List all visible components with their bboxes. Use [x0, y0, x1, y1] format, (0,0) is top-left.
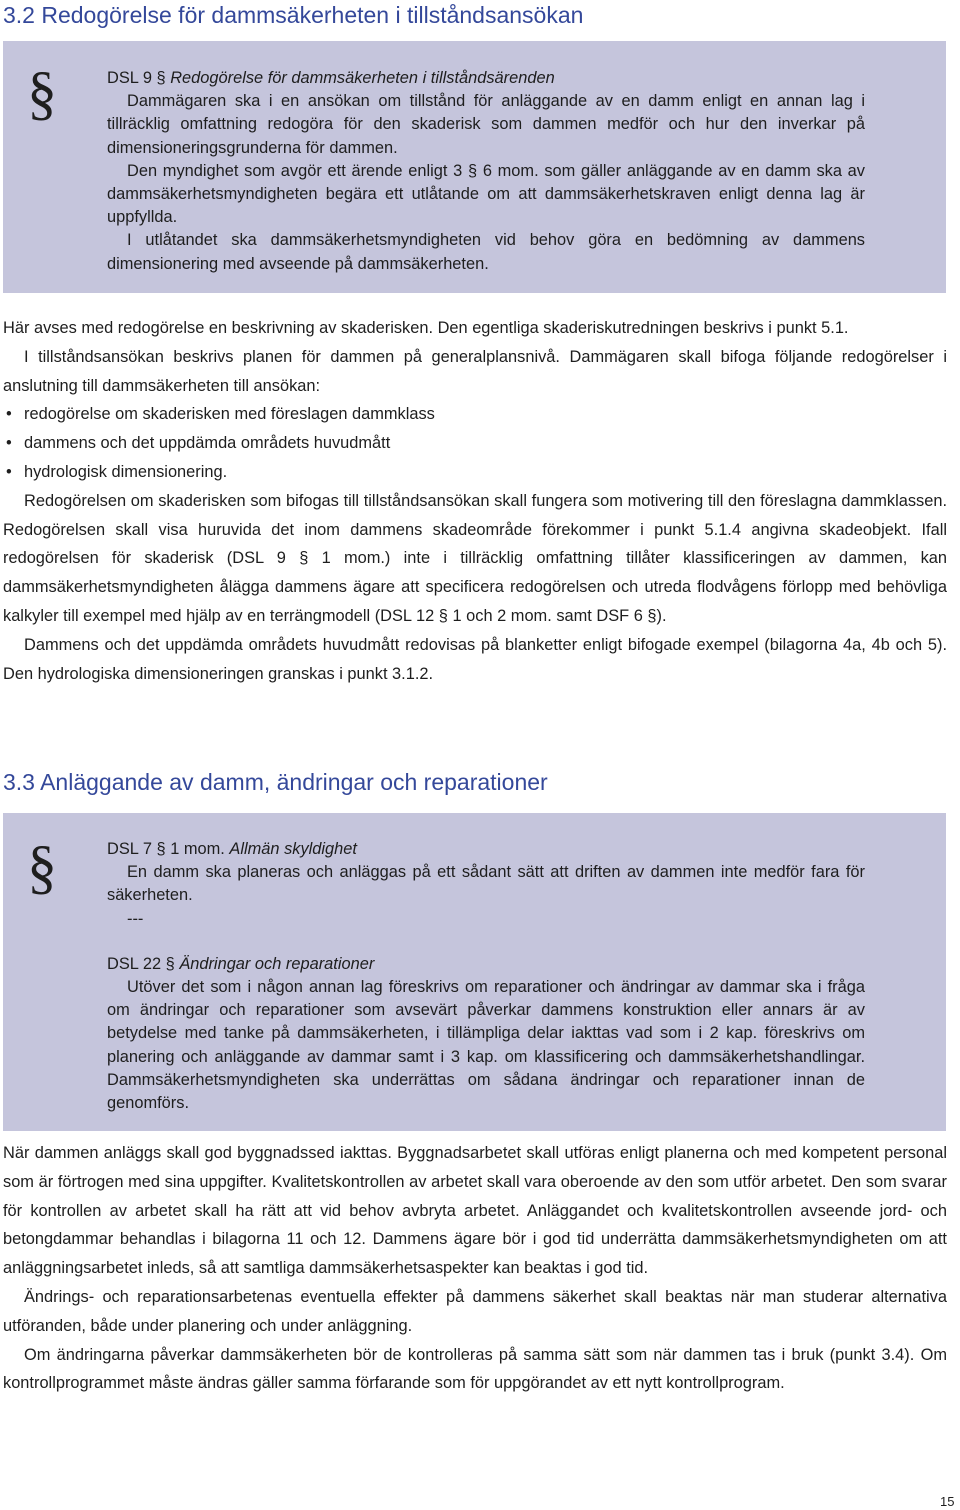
law-paragraph: En damm ska planeras och anläggas på ett sådant sätt att driften av dammen inte medför fara för säkerheten.: [107, 863, 865, 905]
law-paragraph: I utlåtandet ska dammsäkerhetsmyndigheten vid behov göra en bedömning av dammens dimensionering med avseende på dammsäkerheten.: [107, 231, 865, 273]
page-number: 15: [940, 1494, 955, 1509]
body-paragraph: Om ändringarna påverkar dammsäkerheten bör de kontrolleras på samma sätt som när dammen tas i bruk (punkt 3.4). Om kontrollprogrammet måste ändras gäller samma förfarande som för uppgörandet av ett nytt kontrollprogram.: [3, 1345, 947, 1393]
list-item: • redogörelse om skaderisken med föreslagen dammklass: [3, 400, 947, 429]
body-paragraph: Dammens och det uppdämda områdets huvudmått redovisas på blanketter enligt bifogade exempel (bilagorna 4a, 4b och 5). Den hydrologiska dimensioneringen granskas i punkt 3.1.2.: [3, 635, 947, 683]
law-title: Redogörelse för dammsäkerheten i tillståndsärenden: [170, 69, 555, 87]
body-paragraph: I tillståndsansökan beskrivs planen för dammen på generalplansnivå. Dammägaren skall bifoga följande redogörelser i anslutning till dammsäkerheten till ansökan:: [3, 347, 947, 395]
bullet-icon: •: [6, 434, 12, 453]
law-paragraph: Utöver det som i någon annan lag föreskrivs om reparationer och ändringar av dammar ska i fråga om ändringar och reparationer som avsevärt påverkar dammens konstruktion eller annars är av betydelse med tanke på dammsäkerheten, i tillämpliga delar iakttas vad som i 2 kap. föreskrivs om planering och anläggande av dammar samt i 3 kap. om klassificering och dammsäkerhetshandlingar. Dammsäkerhetsmyndigheten ska underrättas om sådana ändringar och reparationer innan de genomförs.: [107, 978, 865, 1113]
paragraph-symbol-icon: §: [27, 834, 57, 900]
law-title: Ändringar och reparationer: [179, 954, 375, 973]
law-paragraph: Dammägaren ska i en ansökan om tillstånd för anläggande av en damm enligt en annan lag i tillräcklig omfattning redogöra för den skaderisk som dammen medför och hur den inverkar på dimensioneringsgrunderna för dammen.: [107, 92, 865, 157]
section-body-3-2: [3, 314, 947, 688]
list-item: • dammens och det uppdämda områdets huvudmått: [3, 429, 947, 458]
body-paragraph: Redogörelsen om skaderisken som bifogas till tillståndsansökan skall fungera som motivering till den föreslagna dammklassen. Redogörelsen skall visa huruvida det inom dammens skadeområde förekommer i punkt 5.1.4 angivna skadeobjekt. Ifall redogörelsen för skaderisk (DSL 9 § 1 mom.) inte i tillräcklig omfattning tillåter klassificeringen av dammen, kan dammsäkerhetsmyndigheten ålägga dammens ägare att specificera redogörelsen och utreda flodvågens förlopp med behövliga kalkyler till exempel med hjälp av en terrängmodell (DSL 12 § 1 och 2 mom. samt DSF 6 §).: [3, 491, 947, 625]
law-dashes: ---: [127, 909, 144, 928]
body-paragraph: Ändrings- och reparationsarbetenas eventuella effekter på dammens säkerhet skall beaktas när man studerar alternativa utföranden, både under planering och under anläggning.: [3, 1287, 947, 1335]
law-reference: DSL 9 § Redogörelse för dammsäkerheten i tillståndsärenden: [107, 69, 555, 87]
section-body-3-3: [3, 1139, 947, 1398]
law-box-dsl7-dsl22: [3, 813, 946, 1131]
list-item: • hydrologisk dimensionering.: [3, 458, 947, 487]
body-paragraph: När dammen anläggs skall god byggnadssed iakttas. Byggnadsarbetet skall utföras enligt planerna och med kompetent personal som är förtrogen med sina uppgifter. Kvalitetskontrollen av arbetet skall vara oberoende av den som utför arbetet. Den som svarar för kontrollen av arbetet skall ha rätt att vid behov avbryta arbetet. Anläggandet och kvalitetskontrollen avseende jord- och betongdammar behandlas i bilagorna 11 och 12. Dammens ägare bör i god tid underrätta dammsäkerhetsmyndigheten om att anläggningsarbetet inleds, så att samtliga dammsäkerhetsaspekter kan beaktas i god tid.: [3, 1144, 947, 1278]
section-heading-3-2: 3.2 Redogörelse för dammsäkerheten i tillståndsansökan: [3, 2, 584, 28]
law-text-dsl7: [107, 838, 865, 1115]
law-box-dsl9: [3, 41, 946, 293]
law-paragraph: Den myndighet som avgör ett ärende enligt 3 § 6 mom. som gäller anläggande av en damm ska av dammsäkerhetsmyndigheten begära ett utlåtande om att dammsäkerhetskraven enligt denna lag är uppfyllda.: [107, 161, 865, 227]
paragraph-symbol-icon: §: [27, 60, 57, 126]
body-paragraph: Här avses med redogörelse en beskrivning av skaderisken. Den egentliga skaderiskutredningen beskrivs i punkt 5.1.: [3, 319, 849, 337]
law-reference: DSL 22 § Ändringar och reparationer: [107, 954, 375, 973]
bullet-icon: •: [6, 405, 12, 424]
law-text-dsl9: [107, 67, 865, 276]
section-heading-3-3: 3.3 Anläggande av damm, ändringar och reparationer: [3, 769, 548, 795]
law-title: Allmän skyldighet: [229, 840, 357, 858]
bullet-icon: •: [6, 462, 12, 481]
law-reference: DSL 7 § 1 mom. Allmän skyldighet: [107, 840, 357, 858]
bullet-list: [3, 400, 947, 486]
